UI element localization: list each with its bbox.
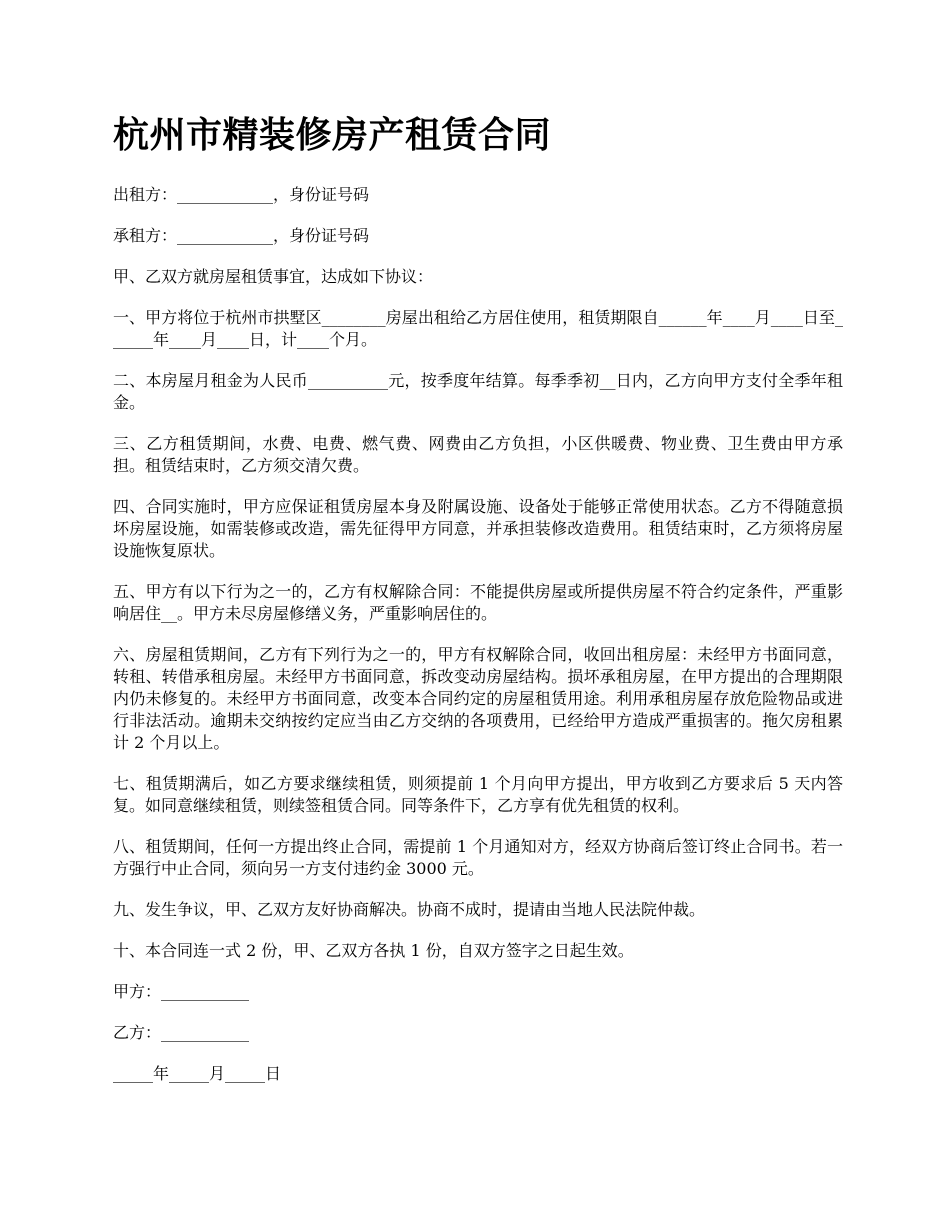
clause-10: 十、本合同连一式 2 份，甲、乙双方各执 1 份，自双方签字之日起生效。 [113,941,634,960]
document-title: 杭州市精装修房产租赁合同 [113,114,552,156]
party-b-signature: 乙方：___________ [113,1023,250,1042]
contract-document [113,110,843,1104]
clause-8: 八、租赁期间，任何一方提出终止合同，需提前 1 个月通知对方，经双方协商后签订终止合同书。若一方强行中止合同，须向另一方支付违约金 3000 元。 [113,837,843,878]
lessor-line: 出租方：____________，身份证号码 [113,185,370,204]
clause-3: 三、乙方租赁期间，水费、电费、燃气费、网费由乙方负担，小区供暖费、物业费、卫生费由甲方承担。租赁结束时，乙方须交清欠费。 [113,434,843,475]
clause-4: 四、合同实施时，甲方应保证租赁房屋本身及附属设施、设备处于能够正常使用状态。乙方不得随意损坏房屋设施，如需装修或改造，需先征得甲方同意，并承担装修改造费用。租赁结束时，乙方须将房屋设施恢复原状。 [113,497,843,560]
clause-9: 九、发生争议，甲、乙双方友好协商解决。协商不成时，提请由当地人民法院仲裁。 [113,900,706,919]
clause-6: 六、房屋租赁期间，乙方有下列行为之一的，甲方有权解除合同，收回出租房屋：未经甲方书面同意，转租、转借承租房屋。未经甲方书面同意，拆改变动房屋结构。损坏承租房屋，在甲方提出的合理期限内仍未修复的。未经甲方书面同意，改变本合同约定的房屋租赁用途。利用承租房屋存放危险物品或进行非法活动。逾期未交纳按约定应当由乙方交纳的各项费用，已经给甲方造成严重损害的。拖欠房租累计 2 个月以上。 [113,645,843,752]
clause-1: 一、甲方将位于杭州市拱墅区________房屋出租给乙方居住使用，租赁期限自______年____月____日至______年____月____日，计____个月。 [113,308,843,349]
lessee-line: 承租方：____________，身份证号码 [113,226,370,245]
party-a-signature: 甲方：___________ [113,982,250,1001]
signing-date: _____年_____月_____日 [113,1064,282,1083]
clause-5: 五、甲方有以下行为之一的，乙方有权解除合同：不能提供房屋或所提供房屋不符合约定条件，严重影响居住__。甲方未尽房屋修缮义务，严重影响居住的。 [113,582,843,623]
clause-2: 二、本房屋月租金为人民币__________元，按季度年结算。每季季初__日内，乙方向甲方支付全季年租金。 [113,371,843,412]
agreement-intro: 甲、乙双方就房屋租赁事宜，达成如下协议： [113,267,434,286]
clause-7: 七、租赁期满后，如乙方要求继续租赁，则须提前 1 个月向甲方提出，甲方收到乙方要求后 5 天内答复。如同意继续租赁，则续签租赁合同。同等条件下，乙方享有优先租赁的权利。 [113,774,843,815]
